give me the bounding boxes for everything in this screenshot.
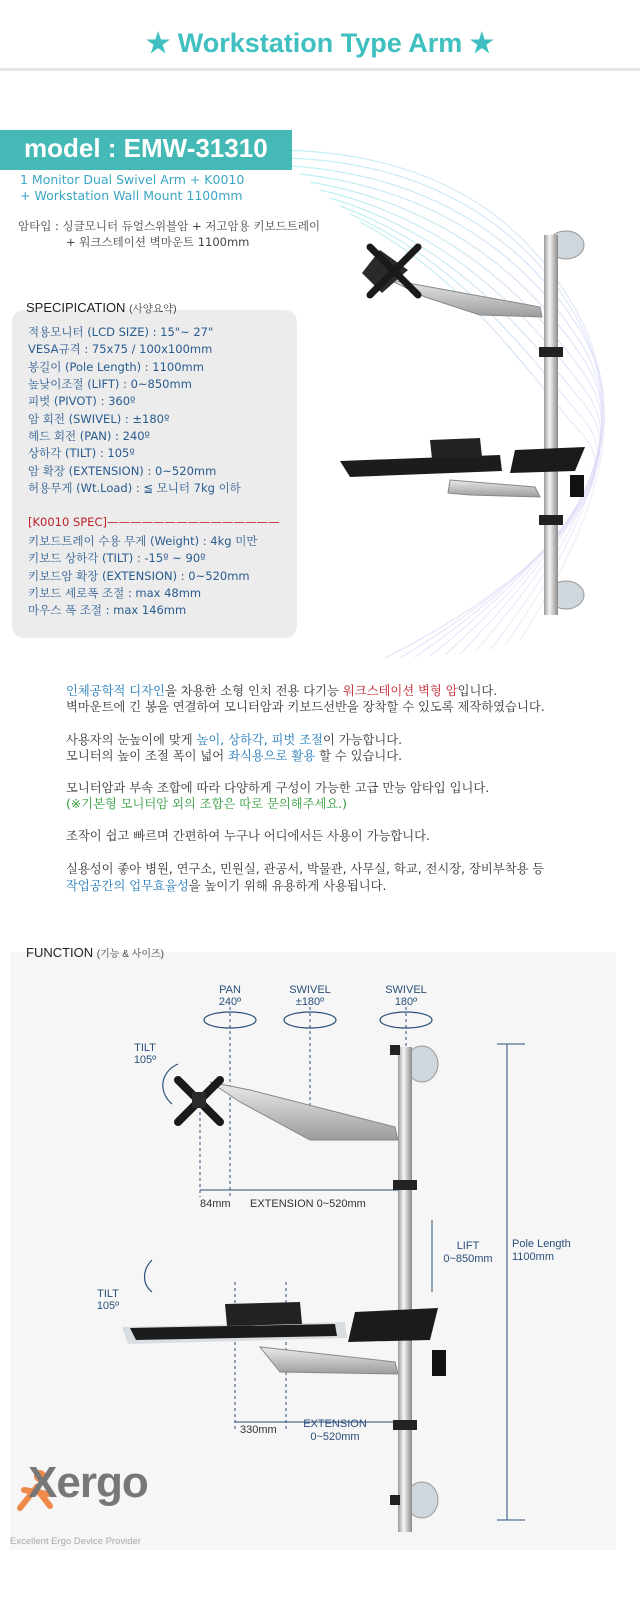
lift-value: 0~850mm — [443, 1253, 493, 1265]
pole-length-label: Pole Length — [512, 1238, 571, 1250]
desc-paragraph-5a: 실용성이 좋아 병원, 연구소, 민원실, 관공서, 박물관, 사무실, 학교, 전시장, 장비부착용 등 — [66, 862, 545, 876]
k0010-spec-line: 키보드 세로폭 조절 : max 48mm — [28, 586, 202, 600]
spec-title-text: SPECIPICATION — [26, 300, 126, 315]
dimension-84mm: 84mm — [200, 1198, 231, 1210]
desc-paragraph-3a: 모니터암과 부속 조합에 따라 다양하게 구성이 가능한 고급 만능 암타입 입니다. — [66, 781, 490, 795]
swivel-value: ±180º — [295, 996, 325, 1008]
desc-highlight: 좌식용으로 활용 — [228, 749, 316, 763]
title-divider — [0, 68, 640, 71]
function-title-sub: (기능 & 사이즈) — [96, 949, 164, 960]
spec-line: 암 확장 (EXTENSION) : 0~520mm — [28, 464, 217, 478]
page-title: ★ Workstation Type Arm ★ — [146, 28, 494, 58]
desc-text: 을 차용한 소형 인치 전용 다기능 — [164, 684, 343, 698]
spec-line: 높낮이조절 (LIFT) : 0~850mm — [28, 377, 192, 391]
desc-paragraph-5b — [66, 876, 386, 894]
spec-title — [26, 300, 177, 316]
tilt-label: TILT — [97, 1288, 119, 1300]
desc-paragraph-2b — [66, 746, 402, 764]
swivel-label: SWIVEL — [289, 984, 331, 996]
spec-line: 적용모니터 (LCD SIZE) : 15"~ 27" — [28, 325, 214, 339]
model-desc-ko-1: 암타입 : 싱글모니터 듀얼스위블암 + 저고암용 키보드트레이 — [18, 219, 321, 233]
dimension-330mm: 330mm — [240, 1424, 277, 1436]
pan-value: 240º — [218, 996, 242, 1008]
desc-highlight: 작업공간의 업무효율성 — [66, 879, 189, 893]
desc-highlight: 높이, 상하각, 피벗 조절 — [196, 733, 323, 747]
lift-label: LIFT — [456, 1240, 480, 1252]
product-image — [330, 225, 610, 625]
k0010-spec-line: 키보드암 확장 (EXTENSION) : 0~520mm — [28, 569, 250, 583]
extension-label: EXTENSION 0~520mm — [250, 1198, 366, 1210]
desc-text: 이 가능합니다. — [322, 733, 403, 747]
desc-highlight: 워크스테이션 벽형 암 — [342, 684, 458, 698]
desc-paragraph-1b: 벽마운트에 긴 봉을 연결하여 모니터암과 키보드선반을 장착할 수 있도록 제작하였습니다. — [66, 700, 545, 714]
spec-title-sub: (사양요약) — [129, 303, 177, 315]
desc-paragraph-3b: (※기본형 모니터암 외의 조합은 따로 문의해주세요.) — [66, 797, 347, 811]
desc-text: 사용자의 눈높이에 맞게 — [66, 733, 197, 747]
model-label: model : EMW-31310 — [24, 133, 268, 163]
function-title-text: FUNCTION — [26, 945, 94, 960]
spec-line: 피벗 (PIVOT) : 360º — [28, 394, 136, 408]
extension-label: EXTENSION — [303, 1418, 367, 1430]
spec-line: 상하각 (TILT) : 105º — [28, 446, 135, 460]
k0010-spec-line: 키보드트레이 수용 무게 (Weight) : 4kg 미만 — [28, 534, 258, 548]
desc-text: 을 높이기 위해 유용하게 사용됩니다. — [188, 879, 387, 893]
desc-text: 모니터의 높이 조절 폭이 넓어 — [66, 749, 229, 763]
spec-line: 헤드 회전 (PAN) : 240º — [28, 429, 150, 443]
model-desc-en-1: 1 Monitor Dual Swivel Arm + K0010 — [20, 172, 245, 187]
desc-text: 입니다. — [457, 684, 498, 698]
model-desc-en-2: + Workstation Wall Mount 1100mm — [20, 188, 243, 203]
tilt-label: TILT — [134, 1042, 156, 1054]
pole-length-value: 1100mm — [512, 1251, 554, 1263]
spec-line: 봉길이 (Pole Length) : 1100mm — [28, 360, 204, 374]
spec-line: VESA규격 : 75x75 / 100x100mm — [28, 342, 213, 356]
tilt-value: 105º — [96, 1300, 120, 1312]
model-desc-ko-2: + 워크스테이션 벽마운트 1100mm — [66, 235, 250, 249]
k0010-spec-header: [K0010 SPEC]——————————————— — [28, 515, 280, 529]
swivel-value: 180º — [394, 996, 418, 1008]
spec-line: 암 회전 (SWIVEL) : ±180º — [28, 412, 170, 426]
k0010-spec-line: 마우스 폭 조절 : max 146mm — [28, 603, 187, 617]
swivel-label: SWIVEL — [385, 984, 427, 996]
logo: Xergo — [28, 1458, 148, 1507]
logo-tagline: Excellent Ergo Device Provider — [10, 1536, 141, 1547]
tilt-value: 105º — [133, 1054, 157, 1066]
k0010-spec-line: 키보드 상하각 (TILT) : -15º ~ 90º — [28, 551, 206, 565]
extension-value: 0~520mm — [310, 1431, 360, 1443]
spec-line: 허용무게 (Wt.Load) : ≦ 모니터 7kg 이하 — [28, 481, 241, 495]
desc-highlight: 인체공학적 디자인 — [66, 684, 165, 698]
pan-label: PAN — [219, 984, 241, 996]
desc-text: 할 수 있습니다. — [315, 749, 403, 763]
desc-paragraph-4: 조작이 쉽고 빠르며 간편하여 누구나 어디에서든 사용이 가능합니다. — [66, 829, 430, 843]
